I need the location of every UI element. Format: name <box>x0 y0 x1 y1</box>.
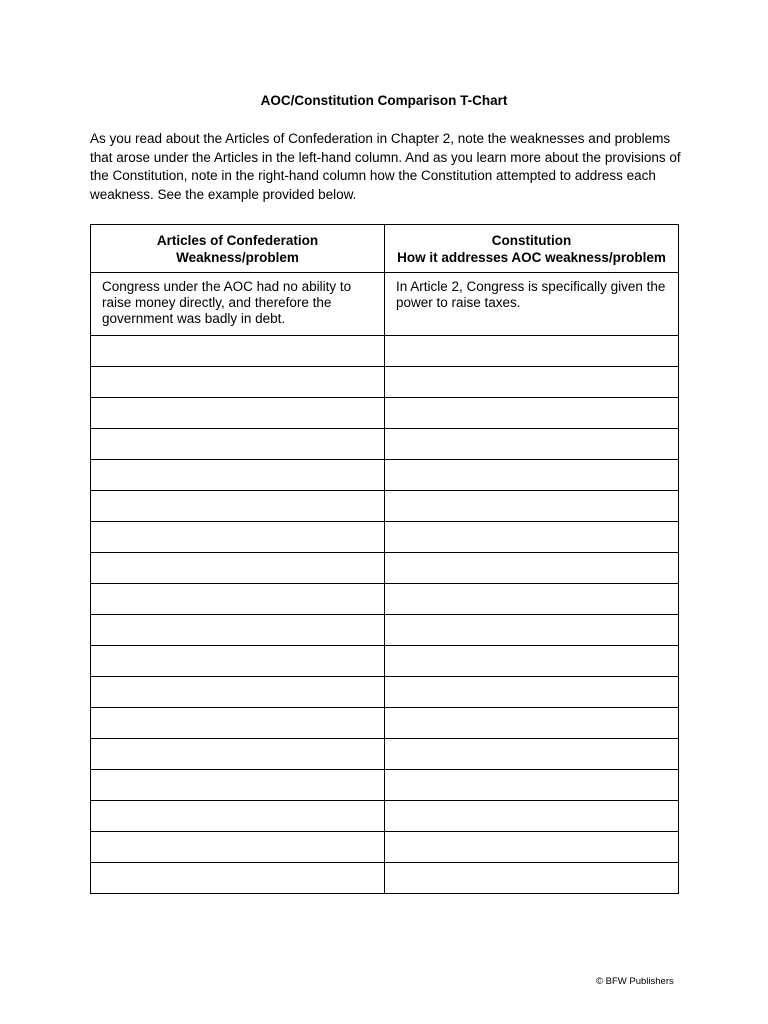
answer-row <box>91 398 679 429</box>
example-constitution-cell: In Article 2, Congress is specifically given the power to raise taxes. <box>385 273 679 336</box>
constitution-answer-cell[interactable] <box>385 739 679 770</box>
comparison-t-chart <box>90 224 679 894</box>
aoc-weakness-cell[interactable] <box>91 367 385 398</box>
answer-row <box>91 460 679 491</box>
constitution-header-title: Constitution <box>491 232 572 248</box>
aoc-weakness-cell[interactable] <box>91 646 385 677</box>
page-title: AOC/Constitution Comparison T-Chart <box>260 93 508 108</box>
answer-row <box>91 522 679 553</box>
aoc-weakness-cell[interactable] <box>91 584 385 615</box>
aoc-weakness-cell[interactable] <box>91 615 385 646</box>
constitution-answer-cell[interactable] <box>385 832 679 863</box>
aoc-weakness-cell[interactable] <box>91 460 385 491</box>
constitution-header-subtitle: How it addresses AOC weakness/problem <box>397 249 666 265</box>
instructions-paragraph: As you read about the Articles of Confederation in Chapter 2, note the weaknesses and problems that arose under the Articles in the left-hand column. And as you learn more about the provisions of the Constitution, note in the right-hand column how the Constitution attempted to address each weakness. See the example provided below. <box>90 131 681 202</box>
constitution-answer-cell[interactable] <box>385 336 679 367</box>
answer-row <box>91 646 679 677</box>
constitution-answer-cell[interactable] <box>385 429 679 460</box>
aoc-header-subtitle: Weakness/problem <box>176 249 299 265</box>
constitution-answer-cell[interactable] <box>385 553 679 584</box>
aoc-weakness-cell[interactable] <box>91 429 385 460</box>
aoc-weakness-cell[interactable] <box>91 863 385 894</box>
constitution-answer-cell[interactable] <box>385 708 679 739</box>
constitution-answer-cell[interactable] <box>385 398 679 429</box>
constitution-answer-cell[interactable] <box>385 646 679 677</box>
answer-row <box>91 708 679 739</box>
aoc-weakness-cell[interactable] <box>91 770 385 801</box>
answer-row <box>91 584 679 615</box>
answer-row <box>91 336 679 367</box>
example-aoc-cell: Congress under the AOC had no ability to raise money directly, and therefore the government was badly in debt. <box>91 273 385 336</box>
answer-row <box>91 801 679 832</box>
aoc-weakness-cell[interactable] <box>91 553 385 584</box>
aoc-weakness-cell[interactable] <box>91 491 385 522</box>
constitution-answer-cell[interactable] <box>385 491 679 522</box>
answer-row <box>91 677 679 708</box>
answer-row <box>91 739 679 770</box>
answer-row <box>91 615 679 646</box>
answer-row <box>91 832 679 863</box>
answer-row <box>91 863 679 894</box>
aoc-weakness-cell[interactable] <box>91 801 385 832</box>
copyright-notice: © BFW Publishers <box>596 976 674 987</box>
answer-row <box>91 367 679 398</box>
aoc-weakness-cell[interactable] <box>91 336 385 367</box>
constitution-answer-cell[interactable] <box>385 460 679 491</box>
constitution-answer-cell[interactable] <box>385 863 679 894</box>
answer-row <box>91 491 679 522</box>
aoc-weakness-cell[interactable] <box>91 832 385 863</box>
constitution-column-header <box>385 225 679 273</box>
constitution-answer-cell[interactable] <box>385 367 679 398</box>
constitution-answer-cell[interactable] <box>385 677 679 708</box>
answer-row <box>91 553 679 584</box>
constitution-answer-cell[interactable] <box>385 615 679 646</box>
answer-row <box>91 770 679 801</box>
aoc-header-title: Articles of Confederation <box>156 232 319 248</box>
example-row <box>91 273 679 336</box>
aoc-weakness-cell[interactable] <box>91 708 385 739</box>
constitution-answer-cell[interactable] <box>385 801 679 832</box>
aoc-column-header <box>91 225 385 273</box>
aoc-weakness-cell[interactable] <box>91 739 385 770</box>
header-row <box>91 225 679 273</box>
constitution-answer-cell[interactable] <box>385 770 679 801</box>
aoc-weakness-cell[interactable] <box>91 677 385 708</box>
constitution-answer-cell[interactable] <box>385 522 679 553</box>
aoc-weakness-cell[interactable] <box>91 398 385 429</box>
constitution-answer-cell[interactable] <box>385 584 679 615</box>
answer-row <box>91 429 679 460</box>
aoc-weakness-cell[interactable] <box>91 522 385 553</box>
